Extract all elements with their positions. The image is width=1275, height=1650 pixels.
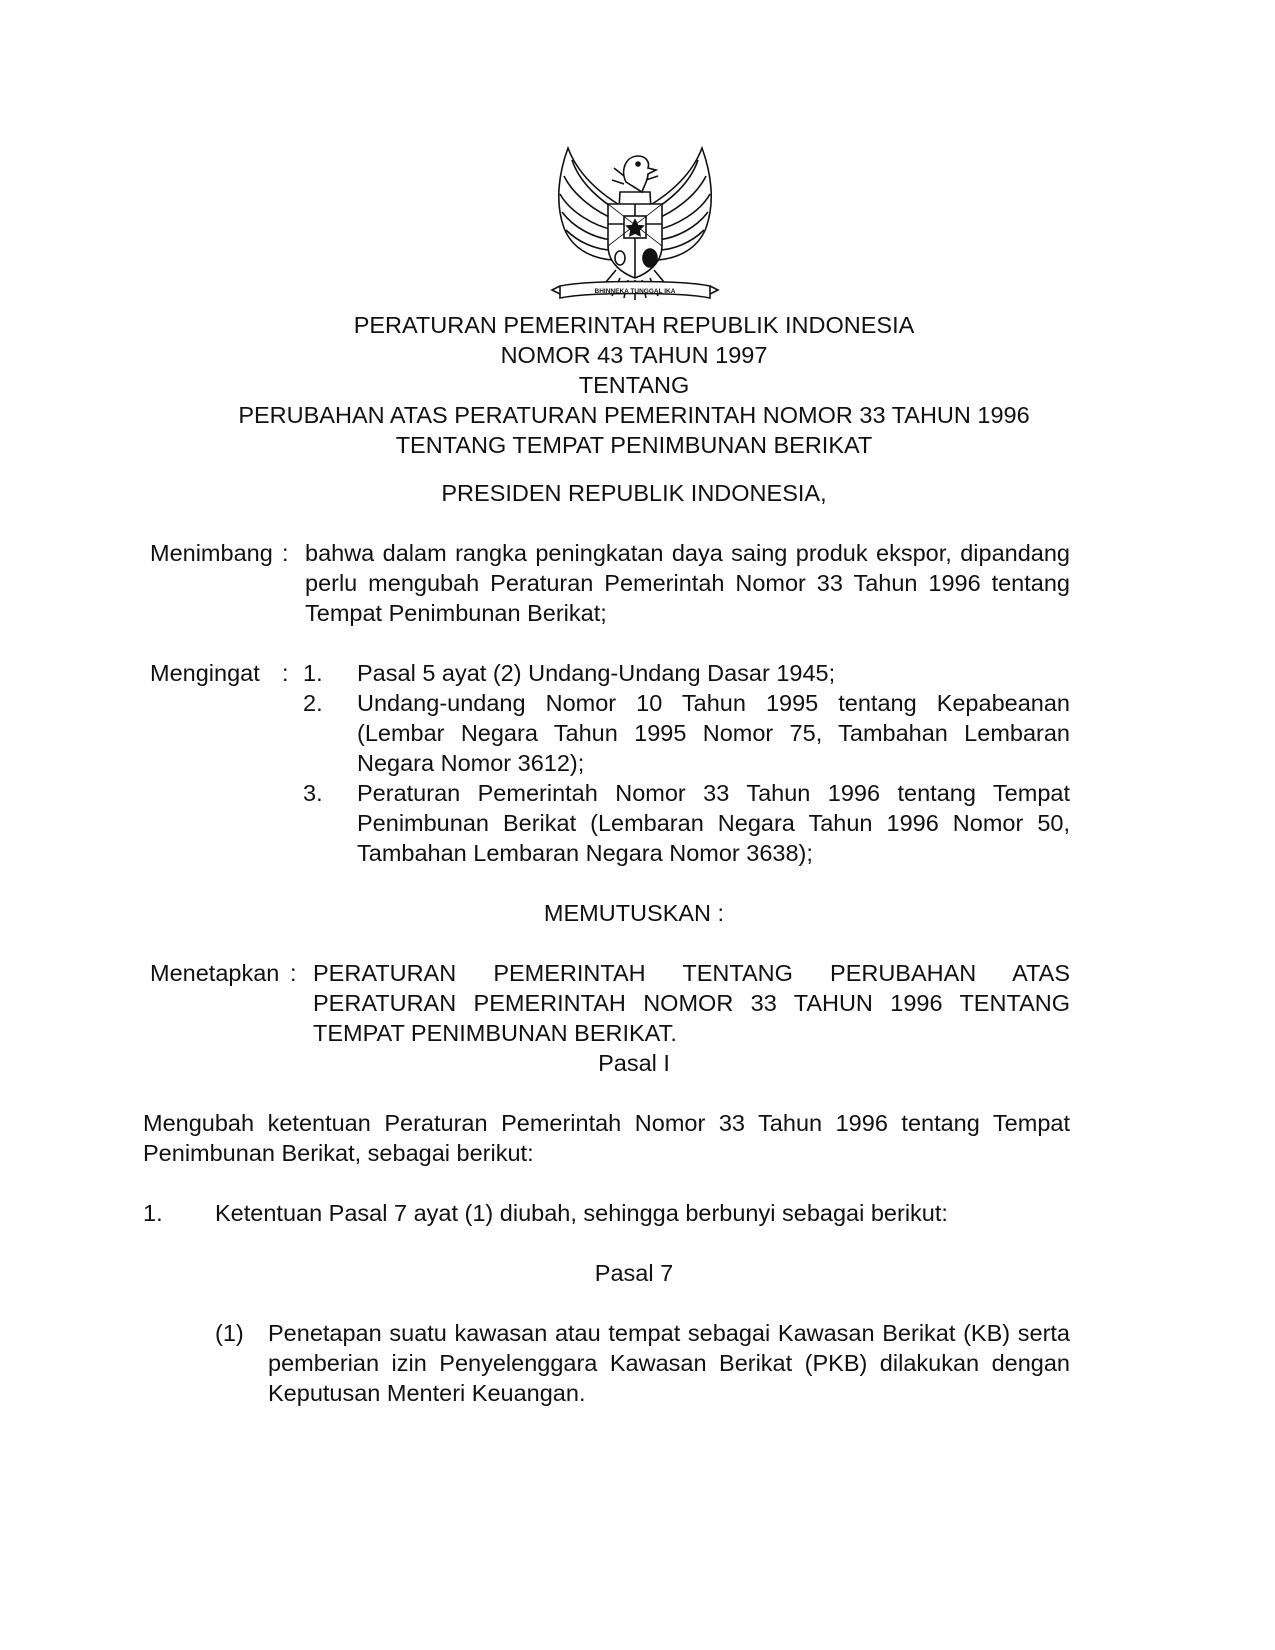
pasal-i-heading: Pasal I [598,1050,670,1076]
document-title [148,310,1120,460]
ayat-1-text: Penetapan suatu kawasan atau tempat sebagai Kawasan Berikat (KB) serta pemberian izin Penyelenggara Kawasan Berikat (PKB) dilakukan dengan Keputusan Menteri Keuangan. [268,1320,1070,1406]
mengingat-item-2-text: Undang-undang Nomor 10 Tahun 1995 tentang Kepabeanan (Lembar Negara Tahun 1995 Nomor 75, Tambahan Lembaran Negara Nomor 3612); [357,690,1070,776]
ketentuan-text: Ketentuan Pasal 7 ayat (1) diubah, sehingga berbunyi sebagai berikut: [215,1200,948,1226]
pasal-7-heading: Pasal 7 [594,1260,674,1286]
mengingat-colon: : [282,660,289,686]
ketentuan-num: 1. [143,1200,163,1226]
title-line-2: NOMOR 43 TAHUN 1997 [500,342,768,368]
mengingat-item-3-text: Peraturan Pemerintah Nomor 33 Tahun 1996 tentang Tempat Penimbunan Berikat (Lembaran Negara Tahun 1996 Nomor 50, Tambahan Lembaran Negara Nomor 3638); [357,780,1070,866]
mengingat-item-1-text: Pasal 5 ayat (2) Undang-Undang Dasar 1945; [357,660,836,686]
title-line-1: PERATURAN PEMERINTAH REPUBLIK INDONESIA [353,312,915,338]
title-line-4: PERUBAHAN ATAS PERATURAN PEMERINTAH NOMOR 33 TAHUN 1996 [238,402,1030,428]
mengingat-item-2-num: 2. [303,690,323,716]
memutuskan-heading: MEMUTUSKAN : [543,900,725,926]
mengingat-item-3-num: 3. [303,780,323,806]
title-line-3: TENTANG [578,372,690,398]
ayat-1-num: (1) [215,1320,244,1346]
president-heading: PRESIDEN REPUBLIK INDONESIA, [441,480,827,506]
menetapkan-colon: : [290,960,297,986]
menetapkan-label: Menetapkan [150,960,280,986]
emblem-motto: BHINNEKA TUNGGAL IKA [594,288,676,295]
menimbang-colon: : [282,540,289,566]
menimbang-label: Menimbang [150,540,273,566]
mengingat-item-1-num: 1. [303,660,323,686]
garuda-emblem-icon [550,140,720,308]
title-line-5: TENTANG TEMPAT PENIMBUNAN BERIKAT [395,432,873,458]
mengubah-paragraph: Mengubah ketentuan Peraturan Pemerintah Nomor 33 Tahun 1996 tentang Tempat Penimbunan Berikat, sebagai berikut: [143,1110,1070,1166]
menimbang-text: bahwa dalam rangka peningkatan daya saing produk ekspor, dipandang perlu mengubah Peraturan Pemerintah Nomor 33 Tahun 1996 tentang Tempat Penimbunan Berikat; [305,540,1070,626]
mengingat-label: Mengingat [150,660,260,686]
menetapkan-text: PERATURAN PEMERINTAH TENTANG PERUBAHAN ATAS PERATURAN PEMERINTAH NOMOR 33 TAHUN 1996 TENTANG TEMPAT PENIMBUNAN BERIKAT. [313,960,1070,1046]
